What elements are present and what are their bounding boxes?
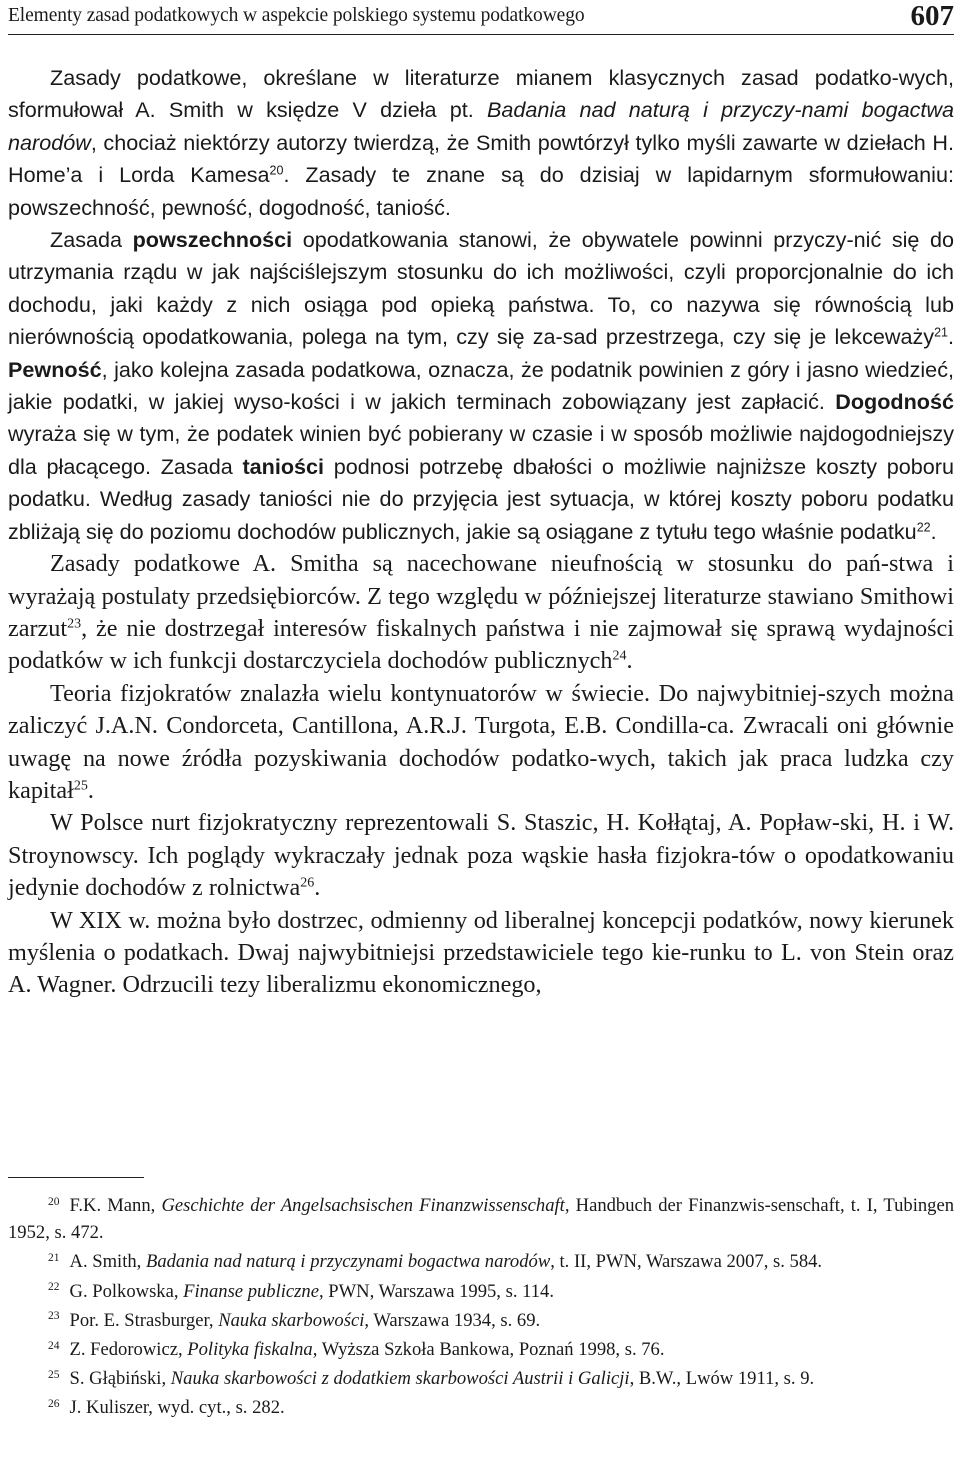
page-number: 607 (910, 0, 954, 32)
footnote-publication: , t. II, PWN, Warszawa 2007, s. 584. (550, 1251, 823, 1273)
footnote-number: 20 (48, 1195, 60, 1208)
footnote-author: F.K. Mann, (69, 1195, 162, 1216)
paragraph-1a (8, 62, 954, 224)
footnote-title: Nauka skarbowości (218, 1309, 365, 1331)
footnote-number: 26 (48, 1398, 60, 1411)
book-title: Badania nad naturą i przyczy-nami bogactwa narodów (8, 97, 955, 155)
footnote-ref: 22 (916, 520, 931, 535)
footnote-number: 23 (48, 1310, 60, 1323)
text-span: wyraża się w tym, że podatek winien być pobierany w czasie i w sposób możliwie najdogodniejszy dla płacącego. Zasada (8, 421, 954, 479)
running-title: Elementy zasad podatkowych w aspekcie polskiego systemu podatkowego (8, 5, 585, 26)
footnote-21 (8, 1248, 954, 1275)
text-span: . (87, 776, 94, 804)
footnote-title: Finanse publiczne (183, 1280, 319, 1302)
footnote-number: 22 (48, 1281, 60, 1294)
text-span: . (948, 324, 954, 350)
footnote-title: Badania nad naturą i przyczynami bogactwa narodów (145, 1251, 551, 1273)
bold-term: Dogodność (835, 389, 954, 415)
main-text (8, 62, 954, 1002)
footnote-title: Nauka skarbowości z dodatkiem skarbowości Austrii i Galicji (170, 1368, 630, 1390)
text-span: . (626, 647, 633, 675)
footnote-ref: 25 (73, 777, 88, 794)
text-span: W XIX w. można było dostrzec, odmienny od liberalnej koncepcji podatków, nowy kierunek myślenia o podatkach. Dwaj najwybitniejsi przedstawiciele tego kie-runku to L. von Stein oraz A. Wagner. Odrzucili tezy liberalizmu ekonomicznego, (8, 906, 954, 999)
footnote-ref: 24 (612, 647, 627, 664)
text-span: W Polsce nurt fizjokratyczny reprezentowali S. Staszic, H. Kołłątaj, A. Popław-ski, H. i W. Stroynowscy. Ich poglądy wykraczały jednak poza wąskie hasła fizjokra-tów o opodatkowaniu jedynie dochodów z rolnictwa (8, 809, 954, 902)
footnote-23 (8, 1307, 954, 1334)
footnote-number: 24 (48, 1339, 60, 1352)
footnote-author: S. Głąbiński, (69, 1368, 171, 1390)
footnote-publication: , PWN, Warszawa 1995, s. 114. (318, 1280, 554, 1302)
paragraph-4 (8, 807, 954, 904)
text-span: , jako kolejna zasada podatkowa, oznacza, że podatnik powinien z góry i jasno wiedzieć, jakie podatki, w jakiej wyso-kości i w jakich terminach zobowiązany jest zapłacić. (8, 356, 954, 415)
footnote-26 (8, 1394, 954, 1421)
footnote-ref: 26 (300, 874, 315, 891)
text-span: Zasady podatkowe A. Smitha są nacechowane nieufnością w stosunku do pań-stwa i wyrażają postulaty przedsiębiorców. Z tego względu w późniejszej literaturze stawiano Smithowi zarzut (8, 550, 954, 642)
footnote-author: Z. Fedorowicz, (69, 1339, 188, 1361)
page-header (8, 0, 954, 35)
footnote-author: A. Smith, (69, 1251, 146, 1273)
text-span: opodatkowania stanowi, że obywatele powinni przyczy-nić się do utrzymania rządu w jak najściślejszym stosunku do ich możliwości, czyli proporcjonalnie do ich dochodu, jaki każdy z nich osiąga pod opieką państwa. To, co nazywa się równością lub nierównością opodatkowania, polega na tym, czy się za-sad przestrzega, czy się je lekceważy (8, 227, 954, 350)
text-span: Zasady podatkowe, określane w literaturze mianem klasycznych zasad podatko-wych, sformułował A. Smith w księdze V dzieła pt. (8, 65, 954, 123)
text-span: , chociaż niektórzy autorzy twierdzą, że Smith powtórzył tylko myśli zawarte w dziełach H. Home’a i Lorda Kamesa (8, 129, 954, 188)
bold-term: Pewność (8, 356, 102, 382)
footnote-publication: , Warszawa 1934, s. 69. (364, 1309, 541, 1331)
footnote-title: Geschichte der Angelsachsischen Finanzwissenschaft (161, 1195, 565, 1216)
text-span: Zasada (50, 227, 133, 253)
footnote-author: G. Polkowska, (69, 1280, 184, 1302)
footnote-24 (8, 1336, 954, 1363)
footnote-number: 21 (48, 1252, 60, 1265)
paragraph-5 (8, 905, 954, 1002)
text-span: . (314, 874, 321, 902)
text-span: Teoria fizjokratów znalazła wielu kontynuatorów w świecie. Do najwybitniej-szych można zaliczyć J.A.N. Condorceta, Cantillona, A.R.J. Turgota, E.B. Condilla-ca. Zwracali oni głównie uwagę na nowe źródła pozyskiwania dochodów podatko-wych, takich jak praca ludzka czy kapitał (8, 679, 954, 804)
footnote-ref: 21 (934, 325, 948, 340)
footnote-divider (8, 1177, 144, 1178)
paragraph-1b (8, 224, 954, 548)
text-span: podnosi potrzebę dbałości o możliwie najniższe koszty poboru podatku. Według zasady taniości nie do przyjęcia jest sytuacja, w której koszty poboru podatku zbliżają się do poziomu dochodów publicznych, jakie są osiągane z tytułu tego właśnie podatku (8, 453, 954, 544)
footnote-ref: 23 (67, 615, 82, 632)
bold-term: powszechności (132, 227, 293, 253)
footnote-author: J. Kuliszer, wyd. cyt., s. 282. (69, 1397, 285, 1419)
footnote-20 (8, 1192, 954, 1246)
footnote-22 (8, 1278, 954, 1305)
footnote-title: Polityka fiskalna (187, 1339, 313, 1361)
footnote-ref: 20 (269, 163, 284, 178)
text-span: . Zasady te znane są do dzisiaj w lapidarnym sformułowaniu: powszechność, pewność, dogodność, taniość. (8, 162, 954, 220)
text-span: , że nie dostrzegał interesów fiskalnych państwa i nie zajmował się sprawą wydajności podatków w ich funkcji dostarczyciela dochodów publicznych (8, 614, 954, 675)
footnote-25 (8, 1365, 954, 1392)
footnote-publication: , Wyższa Szkoła Bankowa, Poznań 1998, s. 76. (312, 1339, 665, 1361)
text-span: . (930, 518, 937, 544)
paragraph-2 (8, 548, 954, 678)
footnote-publication: , B.W., Lwów 1911, s. 9. (629, 1368, 815, 1390)
footnotes (8, 1192, 954, 1424)
paragraph-3 (8, 678, 954, 808)
bold-term: taniości (242, 453, 325, 479)
footnote-author: Por. E. Strasburger, (69, 1309, 219, 1331)
footnote-number: 25 (48, 1368, 60, 1381)
footnote-publication: , Handbuch der Finanzwis-senschaft, t. I, Tubingen 1952, s. 472. (8, 1195, 955, 1244)
